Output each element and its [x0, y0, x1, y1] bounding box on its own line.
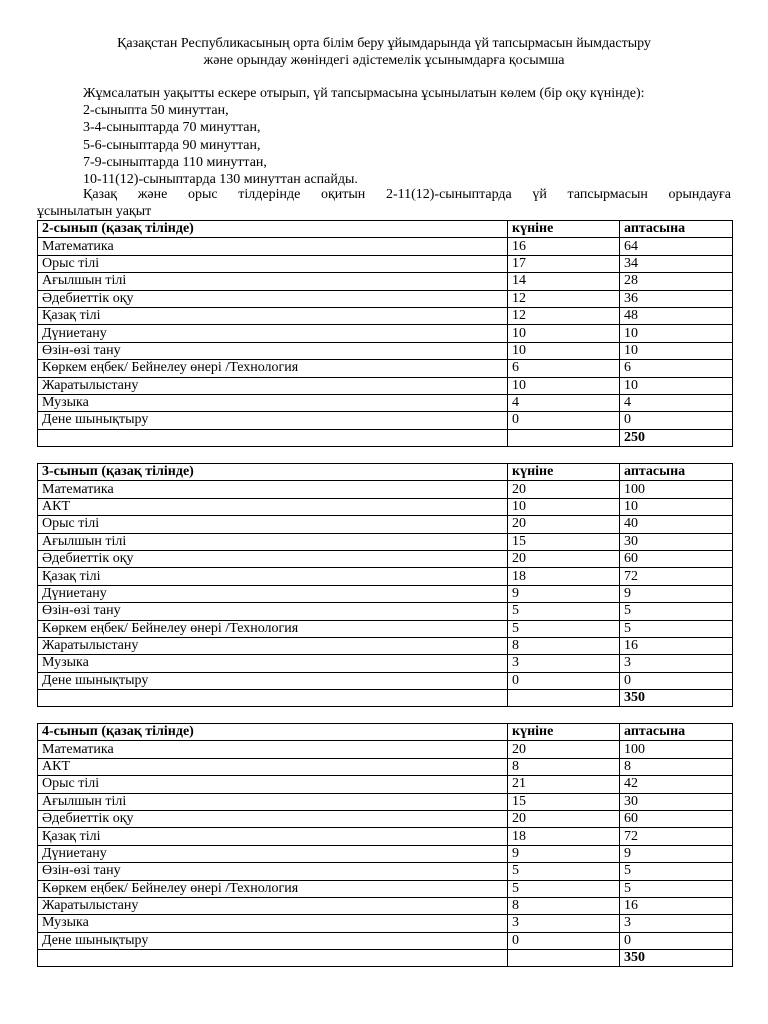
- per-week-cell: 60: [620, 550, 733, 567]
- table-row: [38, 273, 733, 290]
- grade-3-table: [37, 463, 733, 707]
- per-day-cell: 5: [508, 620, 620, 637]
- subject-cell: Орыс тілі: [38, 516, 508, 533]
- subject-cell: Көркем еңбек/ Бейнелеу өнері /Технология: [38, 620, 508, 637]
- per-day-cell: 18: [508, 568, 620, 585]
- subject-cell: Ағылшын тілі: [38, 273, 508, 290]
- per-day-cell: 15: [508, 533, 620, 550]
- document-title: [0, 35, 768, 69]
- per-day-cell: 9: [508, 845, 620, 862]
- subject-cell: Әдебиеттік оқу: [38, 810, 508, 827]
- header-subject: 4-сынып (қазақ тілінде): [38, 724, 508, 741]
- table-row: [38, 516, 733, 533]
- per-week-cell: 5: [620, 603, 733, 620]
- header-per-day: күніне: [508, 221, 620, 238]
- per-day-cell: 17: [508, 255, 620, 272]
- per-week-cell: 6: [620, 360, 733, 377]
- per-day-cell: 6: [508, 360, 620, 377]
- per-week-cell: 40: [620, 516, 733, 533]
- header-per-week: аптасына: [620, 724, 733, 741]
- per-day-cell: 0: [508, 672, 620, 689]
- subject-cell: Әдебиеттік оқу: [38, 550, 508, 567]
- per-day-cell: 5: [508, 603, 620, 620]
- per-day-cell: 10: [508, 498, 620, 515]
- subject-cell: Дүниетану: [38, 585, 508, 602]
- subject-cell: Көркем еңбек/ Бейнелеу өнері /Технология: [38, 360, 508, 377]
- intro-line: 3-4-сыныптарда 70 минуттан,: [83, 120, 261, 136]
- subject-cell: Математика: [38, 238, 508, 255]
- subject-cell: Өзін-өзі тану: [38, 603, 508, 620]
- subject-cell: Ағылшын тілі: [38, 533, 508, 550]
- table-row: [38, 672, 733, 689]
- table-total-row: [38, 429, 733, 446]
- subject-cell: Дене шынықтыру: [38, 672, 508, 689]
- table-row: [38, 655, 733, 672]
- per-day-cell: 10: [508, 342, 620, 359]
- subject-cell: Жаратылыстану: [38, 377, 508, 394]
- per-day-cell: 12: [508, 290, 620, 307]
- intro-paragraph: [83, 85, 733, 188]
- per-week-cell: 5: [620, 880, 733, 897]
- intro-lead: Жұмсалатын уақытты ескере отырып, үй тапсырмасына ұсынылатын көлем (бір оқу күнінде):: [83, 86, 645, 101]
- table-row: [38, 845, 733, 862]
- table-row: [38, 360, 733, 377]
- title-line-2: және орындау жөніндегі әдістемелік ұсынымдарға қосымша: [203, 53, 565, 68]
- table-row: [38, 932, 733, 949]
- table-row: [38, 915, 733, 932]
- table-row: [38, 776, 733, 793]
- table-row: [38, 342, 733, 359]
- per-week-cell: 0: [620, 932, 733, 949]
- per-day-cell: 10: [508, 377, 620, 394]
- per-day-cell: 0: [508, 932, 620, 949]
- header-per-week: аптасына: [620, 221, 733, 238]
- per-week-cell: 100: [620, 481, 733, 498]
- per-week-cell: 72: [620, 828, 733, 845]
- per-week-cell: 4: [620, 394, 733, 411]
- intro-line: 10-11(12)-сыныптарда 130 минуттан аспайды.: [83, 172, 358, 188]
- per-week-cell: 48: [620, 307, 733, 324]
- per-day-cell: 8: [508, 637, 620, 654]
- table-header-row: [38, 221, 733, 238]
- total-empty-cell: [38, 429, 508, 446]
- intro-line: 2-сыныпта 50 минуттан,: [83, 103, 229, 119]
- table-row: [38, 394, 733, 411]
- subject-cell: Ағылшын тілі: [38, 793, 508, 810]
- per-week-cell: 3: [620, 655, 733, 672]
- table-row: [38, 810, 733, 827]
- subject-cell: Музыка: [38, 394, 508, 411]
- subject-cell: Дене шынықтыру: [38, 412, 508, 429]
- grade-4-table: [37, 723, 733, 967]
- per-week-cell: 60: [620, 810, 733, 827]
- header-subject: 2-сынып (қазақ тілінде): [38, 221, 508, 238]
- total-cell: 350: [620, 690, 733, 707]
- table-row: [38, 603, 733, 620]
- per-day-cell: 10: [508, 325, 620, 342]
- per-week-cell: 30: [620, 533, 733, 550]
- table-row: [38, 377, 733, 394]
- per-day-cell: 20: [508, 516, 620, 533]
- table-header-row: [38, 464, 733, 481]
- table-row: [38, 897, 733, 914]
- table-row: [38, 880, 733, 897]
- header-subject: 3-сынып (қазақ тілінде): [38, 464, 508, 481]
- table-row: [38, 325, 733, 342]
- header-per-day: күніне: [508, 464, 620, 481]
- per-day-cell: 12: [508, 307, 620, 324]
- per-week-cell: 36: [620, 290, 733, 307]
- note-line-1: Қазақ және орыс тілдерінде оқитын 2-11(12)-сыныптарда үй тапсырмасын орындауға: [83, 187, 731, 202]
- per-day-cell: 21: [508, 776, 620, 793]
- total-empty-cell: [508, 690, 620, 707]
- subject-cell: Қазақ тілі: [38, 828, 508, 845]
- per-day-cell: 20: [508, 741, 620, 758]
- table-row: [38, 585, 733, 602]
- table-total-row: [38, 690, 733, 707]
- subject-cell: Орыс тілі: [38, 255, 508, 272]
- per-week-cell: 28: [620, 273, 733, 290]
- total-cell: 250: [620, 429, 733, 446]
- per-day-cell: 3: [508, 915, 620, 932]
- per-day-cell: 20: [508, 481, 620, 498]
- table-total-row: [38, 950, 733, 967]
- subject-cell: АКТ: [38, 758, 508, 775]
- table-row: [38, 307, 733, 324]
- table-row: [38, 412, 733, 429]
- table-row: [38, 498, 733, 515]
- intro-line: 5-6-сыныптарда 90 минуттан,: [83, 137, 261, 153]
- total-empty-cell: [38, 690, 508, 707]
- subject-cell: Жаратылыстану: [38, 897, 508, 914]
- subject-cell: Өзін-өзі тану: [38, 863, 508, 880]
- table-row: [38, 568, 733, 585]
- table-row: [38, 793, 733, 810]
- header-per-day: күніне: [508, 724, 620, 741]
- per-day-cell: 5: [508, 863, 620, 880]
- subject-cell: Жаратылыстану: [38, 637, 508, 654]
- per-week-cell: 0: [620, 672, 733, 689]
- subject-cell: АКТ: [38, 498, 508, 515]
- table-row: [38, 828, 733, 845]
- table-row: [38, 533, 733, 550]
- subject-cell: Қазақ тілі: [38, 307, 508, 324]
- per-day-cell: 15: [508, 793, 620, 810]
- per-week-cell: 10: [620, 342, 733, 359]
- per-day-cell: 20: [508, 810, 620, 827]
- subject-cell: Өзін-өзі тану: [38, 342, 508, 359]
- per-day-cell: 8: [508, 758, 620, 775]
- total-empty-cell: [508, 429, 620, 446]
- per-week-cell: 5: [620, 620, 733, 637]
- subject-cell: Музыка: [38, 915, 508, 932]
- table-row: [38, 741, 733, 758]
- per-week-cell: 30: [620, 793, 733, 810]
- per-week-cell: 10: [620, 325, 733, 342]
- per-week-cell: 16: [620, 897, 733, 914]
- subject-cell: Математика: [38, 481, 508, 498]
- subject-cell: Қазақ тілі: [38, 568, 508, 585]
- subject-cell: Әдебиеттік оқу: [38, 290, 508, 307]
- per-day-cell: 4: [508, 394, 620, 411]
- table-row: [38, 481, 733, 498]
- table-row: [38, 238, 733, 255]
- table-row: [38, 620, 733, 637]
- intro-line: 7-9-сыныптарда 110 минуттан,: [83, 154, 267, 170]
- note-line-2: ұсынылатын уақыт: [37, 204, 152, 219]
- subject-cell: Дене шынықтыру: [38, 932, 508, 949]
- table-row: [38, 863, 733, 880]
- total-cell: 350: [620, 950, 733, 967]
- per-day-cell: 9: [508, 585, 620, 602]
- per-week-cell: 9: [620, 845, 733, 862]
- per-day-cell: 5: [508, 880, 620, 897]
- per-day-cell: 0: [508, 412, 620, 429]
- total-empty-cell: [508, 950, 620, 967]
- table-row: [38, 758, 733, 775]
- table-row: [38, 290, 733, 307]
- table-row: [38, 550, 733, 567]
- title-line-1: Қазақстан Республикасының орта білім беру ұйымдарында үй тапсырмасын йымдастыру: [117, 36, 651, 51]
- per-day-cell: 16: [508, 238, 620, 255]
- total-empty-cell: [38, 950, 508, 967]
- subject-cell: Математика: [38, 741, 508, 758]
- table-header-row: [38, 724, 733, 741]
- table-row: [38, 637, 733, 654]
- per-week-cell: 3: [620, 915, 733, 932]
- per-week-cell: 100: [620, 741, 733, 758]
- per-week-cell: 34: [620, 255, 733, 272]
- per-week-cell: 16: [620, 637, 733, 654]
- per-day-cell: 3: [508, 655, 620, 672]
- per-week-cell: 9: [620, 585, 733, 602]
- per-week-cell: 72: [620, 568, 733, 585]
- per-day-cell: 8: [508, 897, 620, 914]
- per-day-cell: 14: [508, 273, 620, 290]
- header-per-week: аптасына: [620, 464, 733, 481]
- subject-cell: Дүниетану: [38, 325, 508, 342]
- subject-cell: Дүниетану: [38, 845, 508, 862]
- per-week-cell: 5: [620, 863, 733, 880]
- table-note: [37, 186, 731, 220]
- subject-cell: Музыка: [38, 655, 508, 672]
- table-row: [38, 255, 733, 272]
- per-week-cell: 8: [620, 758, 733, 775]
- per-week-cell: 64: [620, 238, 733, 255]
- grade-2-table: [37, 220, 733, 447]
- subject-cell: Орыс тілі: [38, 776, 508, 793]
- per-day-cell: 20: [508, 550, 620, 567]
- per-day-cell: 18: [508, 828, 620, 845]
- per-week-cell: 10: [620, 498, 733, 515]
- per-week-cell: 42: [620, 776, 733, 793]
- per-week-cell: 0: [620, 412, 733, 429]
- per-week-cell: 10: [620, 377, 733, 394]
- subject-cell: Көркем еңбек/ Бейнелеу өнері /Технология: [38, 880, 508, 897]
